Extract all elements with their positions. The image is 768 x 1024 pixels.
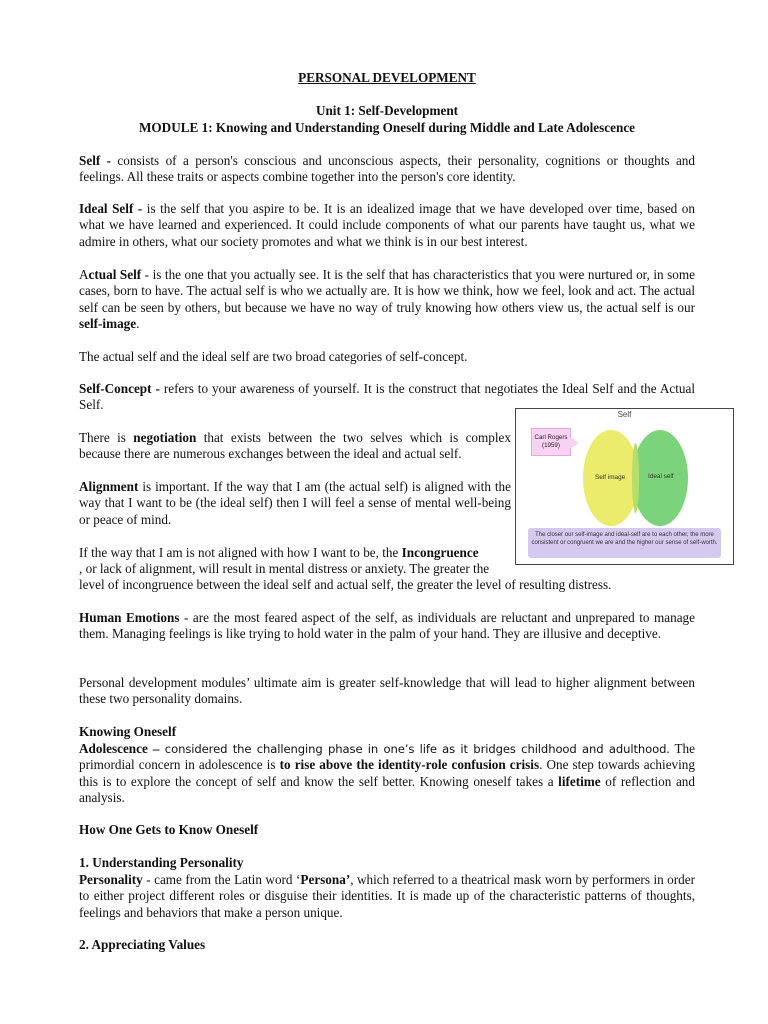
- adolescence-text-3: of reflection and analysis.: [79, 773, 695, 805]
- self-concept-text: refers to your awareness of yourself. It is the construct that negotiates the Ideal Self and the Actual Self.: [79, 381, 695, 413]
- caption-line-1: The closer our self-image and ideal-self are to each other, the more: [535, 532, 714, 538]
- self-text: consists of a person's conscious and unconscious aspects, their personality, cognitions or thoughts and feelings. All these traits or aspects combine together into the person's core identity.: [79, 153, 695, 185]
- actual-self-paragraph: [79, 267, 695, 332]
- adolescence-paragraph: [79, 741, 695, 806]
- personality-heading: 1. Understanding Personality: [79, 855, 244, 870]
- overlap-region: [632, 443, 639, 513]
- human-emotions-term: Human Emotions: [79, 610, 180, 625]
- incongruence-pre: If the way that I am is not aligned with how I want to be, the: [79, 545, 402, 560]
- negotiation-pre: There is: [79, 430, 134, 445]
- alignment-term: Alignment: [79, 479, 139, 494]
- actual-self-period: .: [136, 315, 140, 331]
- self-image-label: Self image: [595, 474, 626, 481]
- self-paragraph: [79, 153, 695, 186]
- alignment-paragraph: [79, 479, 511, 528]
- personality-text-2: , which referred to a theatrical mask worn by performers in order to either project different roles or disguise their identities. It is made up of the characteristic patterns of thoughts, feelings and behaviors that make a person unique.: [79, 872, 696, 920]
- adolescence-text-2: . One step towards achieving this is to explore the concept of self and know the self better. Knowing oneself takes a: [79, 757, 695, 789]
- unit-heading: Unit 1: Self-Development: [315, 103, 459, 118]
- identity-crisis-term: to rise above the identity-role confusion crisis: [279, 757, 540, 773]
- adolescence-definition: considered the challenging phase in one’s life as it bridges childhood and adulthood: [159, 742, 667, 756]
- self-image-term: self-image: [79, 315, 137, 331]
- negotiation-term: negotiation: [133, 430, 197, 445]
- tag-year: (1959): [542, 442, 560, 449]
- how-heading: How One Gets to Know Oneself: [79, 822, 259, 837]
- ideal-self-label: Ideal self: [648, 473, 674, 480]
- adolescence-text-1: . The primordial concern in adolescence is: [79, 741, 695, 773]
- diagram-title: Self: [617, 410, 632, 419]
- actual-self-text: - is the one that you actually see. It is the self that has characteristics that you were nurtured or, in some cases, born to have. The actual self is who we actually are. It is how we think, how we feel, look and act. The actual self can be seen by others, but because we have no way of truly knowing how others view us, the actual self is our: [79, 267, 695, 315]
- incongruence-line-3: level of incongruence between the ideal self and actual self, the greater the level of resulting distress.: [79, 577, 612, 592]
- carl-rogers-tag: [531, 428, 571, 456]
- human-emotions-text: - are the most feared aspect of the self, as individuals are reluctant and unprepared to manage them. Managing feelings is like trying to hold water in the palm of your hand. They are illusive and deceptive.: [79, 610, 695, 642]
- self-term: Self -: [79, 153, 112, 168]
- categories-paragraph: The actual self and the ideal self are two broad categories of self-concept.: [79, 349, 468, 364]
- self-concept-diagram: [515, 408, 734, 565]
- negotiation-paragraph: [79, 430, 511, 463]
- actual-self-lead: A: [79, 267, 89, 282]
- values-heading: 2. Appreciating Values: [79, 937, 206, 952]
- persona-word: Persona’: [300, 872, 351, 887]
- lifetime-term: lifetime: [558, 773, 601, 789]
- personality-term: Personality: [79, 872, 143, 887]
- incongruence-line-2: , or lack of alignment, will result in mental distress or anxiety. The greater the: [79, 561, 490, 576]
- tag-name: Carl Rogers: [534, 434, 568, 441]
- module-heading: MODULE 1: Knowing and Understanding Oneself during Middle and Late Adolescence: [138, 120, 636, 135]
- incongruence-line-1: [79, 545, 511, 561]
- personality-text-1: - came from the Latin word ‘: [142, 872, 301, 887]
- negotiation-text: that exists between the two selves which is complex because there are numerous exchanges between the ideal and actual self.: [79, 430, 511, 462]
- human-emotions-paragraph: [79, 610, 695, 643]
- actual-self-term: ctual Self: [88, 267, 142, 282]
- ideal-self-paragraph: [79, 201, 695, 250]
- caption-line-2: consistent or congruent we are and the higher our sense of self-worth.: [531, 540, 718, 547]
- diagram-caption: [528, 528, 721, 558]
- adolescence-term: Adolescence –: [79, 741, 160, 756]
- alignment-text: is important. If the way that I am (the actual self) is aligned with the way that I want to be (the ideal self) then I will feel a sense of mental well-being or peace of mind.: [79, 479, 511, 527]
- page-title: PERSONAL DEVELOPMENT: [298, 70, 476, 85]
- ideal-self-term: Ideal Self -: [79, 201, 143, 216]
- aim-paragraph: Personal development modules’ ultimate aim is greater self-knowledge that will lead to higher alignment between these two personality domains.: [79, 675, 695, 707]
- self-concept-term: Self-Concept -: [79, 381, 160, 396]
- ideal-self-text: is the self that you aspire to be. It is an idealized image that we have developed over time, based on what we have learned and experienced. It could include components of what our parents have taught us, what we admire in others, what our society promotes and what we think is in our best interest.: [79, 201, 695, 249]
- personality-paragraph: [79, 872, 695, 921]
- knowing-oneself-heading: Knowing Oneself: [79, 724, 177, 739]
- incongruence-term: Incongruence: [401, 545, 479, 560]
